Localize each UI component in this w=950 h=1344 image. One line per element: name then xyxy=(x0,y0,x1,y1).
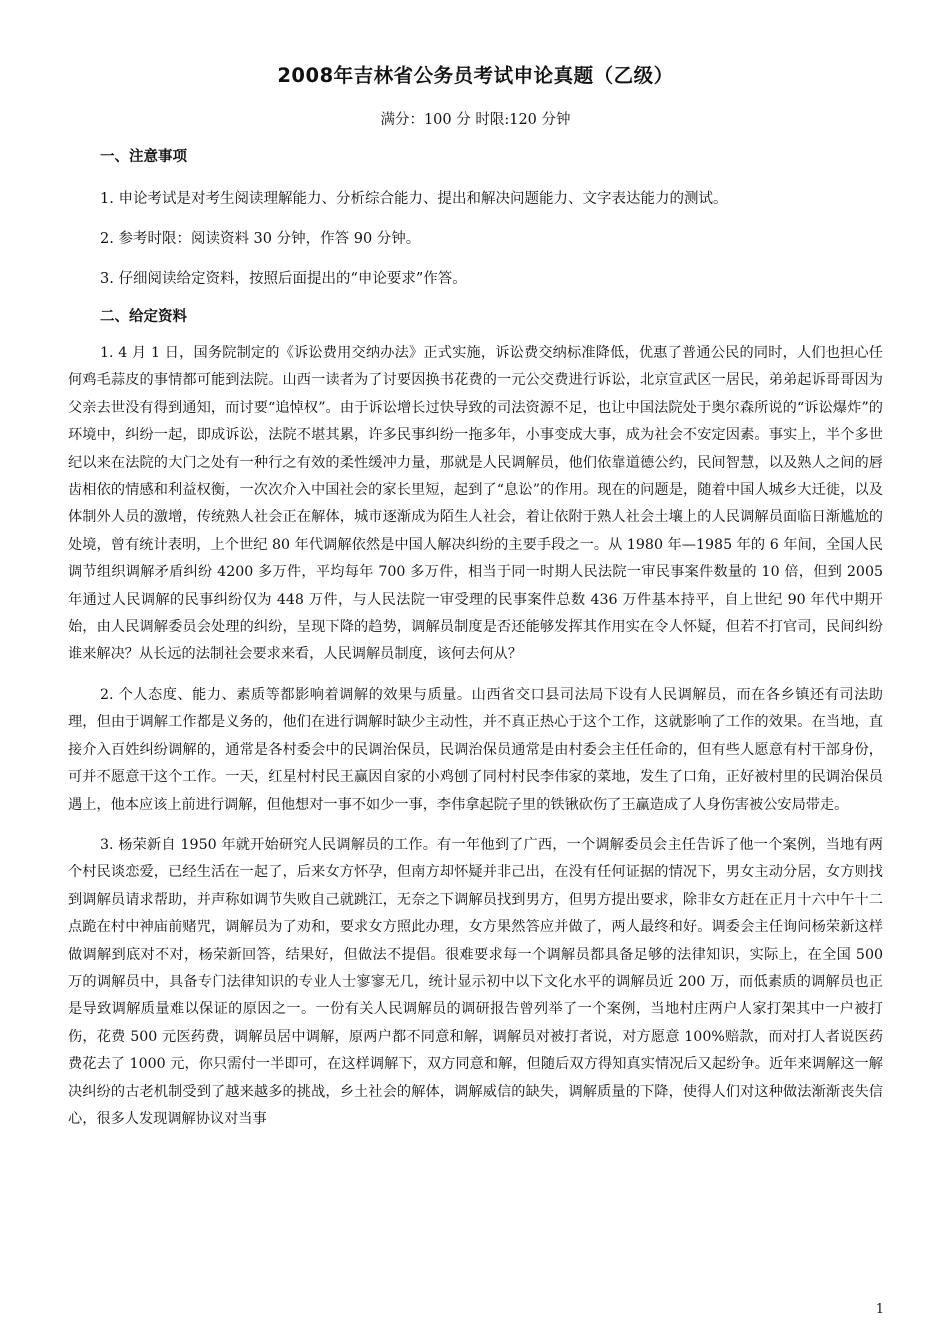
section-heading-materials: 二、给定资料 xyxy=(100,309,187,325)
material-paragraph: 2. 个人态度、能力、素质等都影响着调解的效果与质量。山西省交口县司法局下设有人民调解员，而在各乡镇还有司法助理，但由于调解工作都是义务的，他们在进行调解时缺少主动性，并不真正热心于这个工作，这就影响了工作的效果。在当地，直接介入百姓纠纷调解的，通常是各村委会中的民调治保员，民调治保员通常是由村委会主任任命的，但有些人愿意有村干部身份，可并不愿意干这个工作。一天，红星村村民王赢因自家的小鸡刨了同村村民李伟家的菜地，发生了口角，正好被村里的民调治保员遇上，他本应该上前进行调解，但他想对一事不如少一事，李伟拿起院子里的铁锹砍伤了王赢造成了人身伤害被公安局带走。 xyxy=(68,686,883,813)
material-paragraph: 3. 杨荣新自 1950 年就开始研究人民调解员的工作。有一年他到了广西，一个调解委员会主任告诉了他一个案例，当地有两个村民谈恋爱，已经生活在一起了，后来女方怀孕，但南方却怀疑并非己出，在没有任何证据的情况下，男女主动分居，女方则找到调解员请求帮助，并声称如调节失败自己就跳江，无奈之下调解员找到男方，但男方提出要求，除非女方赶在正月十六中午十二点跪在村中神庙前赌咒，调解员为了劝和，要求女方照此办理，女方果然答应并做了，两人最终和好。调委会主任询问杨荣新这样做调解到底对不对，杨荣新回答，结果好，但做法不提倡。很难要求每一个调解员都具备足够的法律知识，实际上，在全国 500 万的调解员中，具备专门法律知识的专业人士寥寥无几，统计显示初中以下文化水平的调解员近 200 万，而低素质的调解员也正是导致调解质量难以保证的原因之一。一份有关人民调解员的调研报告曾列举了一个案例，当地村庄两户人家打架其中一户被打伤，花费 500 元医药费，调解员居中调解，原两户都不同意和解，调解员对被打者说，对方愿意 100%赔款，而对打人者说医药费花去了 1000 元，你只需付一半即可，在这样调解下，双方同意和解，但随后双方得知真实情况后又起纷争。近年来调解这一解决纠纷的古老机制受到了越来越多的挑战，乡土社会的解体，调解威信的缺失，调解质量的下降，使得人们对这种做法渐渐丧失信心，很多人发现调解协议对当事 xyxy=(68,836,883,1127)
note-item: 3. 仔细阅读给定资料，按照后面提出的“申论要求”作答。 xyxy=(100,271,467,287)
note-item: 1. 申论考试是对考生阅读理解能力、分析综合能力、提出和解决问题能力、文字表达能力的测试。 xyxy=(100,191,728,207)
document-title: 2008年吉林省公务员考试申论真题（乙级） xyxy=(277,64,674,87)
note-item: 2. 参考时限：阅读资料 30 分钟，作答 90 分钟。 xyxy=(100,231,421,247)
document-page xyxy=(68,58,883,1133)
page-number: 1 xyxy=(875,1302,884,1317)
exam-info: 满分：100 分 时限:120 分钟 xyxy=(380,112,571,128)
material-paragraph: 1. 4 月 1 日，国务院制定的《诉讼费用交纳办法》正式实施，诉讼费交纳标准降低，优惠了普通公民的同时，人们也担心任何鸡毛蒜皮的事情都可能到法院。山西一读者为了讨要因换书花费的一元公交费进行诉讼，北京宣武区一居民，弟弟起诉哥哥因为父亲去世没有得到通知，而讨要“追悼权”。由于诉讼增长过快导致的司法资源不足，也让中国法院处于奥尔森所说的“诉讼爆炸”的环境中，纠纷一起，即成诉讼，法院不堪其累，许多民事纠纷一拖多年，小事变成大事，成为社会不安定因素。事实上，半个多世纪以来在法院的大门之处有一种行之有效的柔性缓冲力量，那就是人民调解员，他们依靠道德公约，民间智慧，以及熟人之间的唇齿相依的情感和利益权衡，一次次介入中国社会的家长里短，起到了“息讼”的作用。现在的问题是，随着中国人城乡大迁徙，以及体制外人员的激增，传统熟人社会正在解体，城市逐渐成为陌生人社会，着让依附于熟人社会土壤上的人民调解员面临日渐尴尬的处境，曾有统计表明，上个世纪 80 年代调解依然是中国人解决纠纷的主要手段之一。从 1980 年—1985 年的 6 年间，全国人民调节组织调解矛盾纠纷 4200 多万件，平均每年 700 多万件，相当于同一时期人民法院一审民事案件数量的 10 倍，但到 2005 年通过人民调解的民事纠纷仅为 448 万件，与人民法院一审受理的民事案件总数 436 万件基本持平，自上世纪 90 年代中期开始，由人民调解委员会处理的纠纷，呈现下降的趋势，调解员制度是否还能够发挥其作用实在令人怀疑，但若不打官司，民间纠纷谁来解决？从长远的法制社会要求来看，人民调解员制度，该何去何从？ xyxy=(68,345,883,663)
section-heading-notes: 一、注意事项 xyxy=(100,149,187,165)
